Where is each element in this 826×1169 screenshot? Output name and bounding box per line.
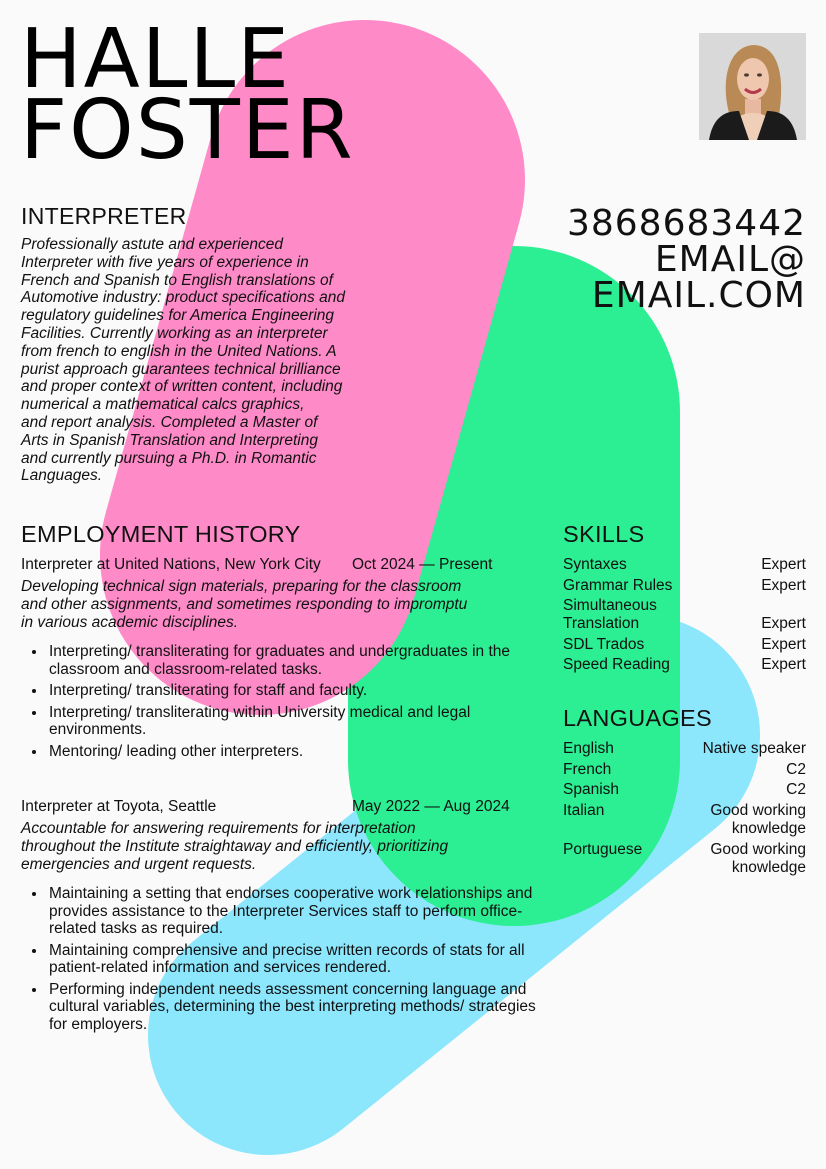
last-name: FOSTER xyxy=(20,83,355,178)
summary-line: Facilities. Currently working as an interpreter xyxy=(21,324,328,342)
employment-bullet: Maintaining comprehensive and precise written records of stats for all patient-related information and services rendered. xyxy=(21,942,536,977)
language-level: Good working knowledge xyxy=(710,801,806,837)
language-name: English xyxy=(563,740,614,757)
employment-bullets xyxy=(21,643,536,760)
language-name: Spanish xyxy=(563,781,620,798)
employment-header xyxy=(21,556,536,574)
skill-name: SDL Trados xyxy=(563,635,645,653)
skill-level: Expert xyxy=(761,615,806,632)
employment-description xyxy=(21,578,536,631)
language-row xyxy=(563,761,806,779)
skill-name: Syntaxes xyxy=(563,556,627,573)
language-name: French xyxy=(563,760,612,778)
languages-title: LANGUAGES xyxy=(563,705,712,731)
employment-header xyxy=(21,798,536,816)
description-line: and other assignments, and sometimes responding to impromptu xyxy=(21,595,468,613)
language-row xyxy=(563,740,806,758)
employment-bullet: Interpreting/ transliterating for graduates and undergraduates in the classroom and classroom-related tasks. xyxy=(21,643,536,678)
skill-name: Speed Reading xyxy=(563,656,670,673)
employment-role: Interpreter at United Nations, New York City xyxy=(21,556,321,573)
summary-line: Automotive industry: product specifications and xyxy=(21,289,345,307)
employment-bullet: Mentoring/ leading other interpreters. xyxy=(21,743,536,761)
employment-role: Interpreter at Toyota, Seattle xyxy=(21,798,217,815)
language-level: C2 xyxy=(786,781,806,798)
language-row xyxy=(563,802,806,838)
employment-description xyxy=(21,820,536,873)
language-row xyxy=(563,781,806,799)
employment-entry xyxy=(21,798,536,1037)
contact-block xyxy=(566,203,806,316)
skill-level: Expert xyxy=(761,556,806,573)
skills-title: SKILLS xyxy=(563,521,645,547)
employment-entry xyxy=(21,556,536,764)
description-line: Developing technical sign materials, preparing for the classroom xyxy=(21,578,462,595)
description-line: Accountable for answering requirements for interpretation xyxy=(21,820,416,837)
summary-line: Arts in Spanish Translation and Interpreting xyxy=(21,431,318,449)
job-title: INTERPRETER xyxy=(21,203,187,229)
summary-line: regulatory guidelines for America Engineering xyxy=(21,307,335,325)
language-name: Italian xyxy=(563,801,605,819)
summary-line: numerical a mathematical calcs graphics, xyxy=(21,396,305,414)
description-line: emergencies and urgent requests. xyxy=(21,855,257,873)
summary-line: Professionally astute and experienced xyxy=(21,236,283,253)
summary-line: from french to english in the United Nations. A xyxy=(21,342,337,360)
profile-summary xyxy=(21,236,406,485)
employment-history-title: EMPLOYMENT HISTORY xyxy=(21,521,301,547)
skill-row xyxy=(563,556,806,574)
summary-line: purist approach guarantees technical brilliance xyxy=(21,360,341,378)
employment-dates: Oct 2024 — Present xyxy=(352,556,493,573)
description-line: in various academic disciplines. xyxy=(21,613,239,631)
employment-bullets xyxy=(21,885,536,1033)
skill-level: Expert xyxy=(761,656,806,673)
employment-dates: May 2022 — Aug 2024 xyxy=(352,798,510,815)
employment-bullet: Interpreting/ transliterating within University medical and legal environments. xyxy=(21,704,536,739)
language-level: Native speaker xyxy=(702,740,806,757)
skills-list xyxy=(563,556,806,677)
summary-line: French and Spanish to English translations of xyxy=(21,271,333,289)
first-name: HALLE xyxy=(20,12,291,107)
employment-bullet: Interpreting/ transliterating for staff and faculty. xyxy=(21,682,536,700)
languages-list xyxy=(563,740,806,879)
language-level: C2 xyxy=(786,760,806,778)
skill-name: Grammar Rules xyxy=(563,576,673,594)
summary-line: Interpreter with five years of experience in xyxy=(21,253,309,271)
employment-bullet: Performing independent needs assessment concerning language and cultural variables, determining the best interpreting methods/ strategies for employers. xyxy=(21,981,536,1034)
employment-bullet: Maintaining a setting that endorses cooperative work relationships and provides assistance to the Interpreter Services staff to perform office-related tasks as required. xyxy=(21,885,536,938)
skill-row xyxy=(563,656,806,674)
email-line-1: EMAIL@ xyxy=(654,239,806,280)
summary-line: and currently pursuing a Ph.D. in Romantic xyxy=(21,449,317,467)
skill-row xyxy=(563,597,806,633)
summary-line: and proper context of written content, including xyxy=(21,378,343,396)
skill-level: Expert xyxy=(761,635,806,653)
language-level: Good working knowledge xyxy=(710,840,806,876)
portrait-image xyxy=(699,33,806,140)
language-name: Portuguese xyxy=(563,840,643,858)
skill-row xyxy=(563,636,806,654)
profile-photo xyxy=(699,33,806,140)
summary-line: and report analysis. Completed a Master of xyxy=(21,413,318,431)
summary-line: Languages. xyxy=(21,467,103,485)
description-line: throughout the Institute straightaway and efficiently, prioritizing xyxy=(21,837,449,855)
skill-level: Expert xyxy=(761,576,806,594)
phone-number: 3868683442 xyxy=(566,203,806,244)
language-row xyxy=(563,841,806,877)
skill-name: Simultaneous Translation xyxy=(563,597,657,632)
email-line-2: EMAIL.COM xyxy=(591,275,806,316)
skill-row xyxy=(563,577,806,595)
